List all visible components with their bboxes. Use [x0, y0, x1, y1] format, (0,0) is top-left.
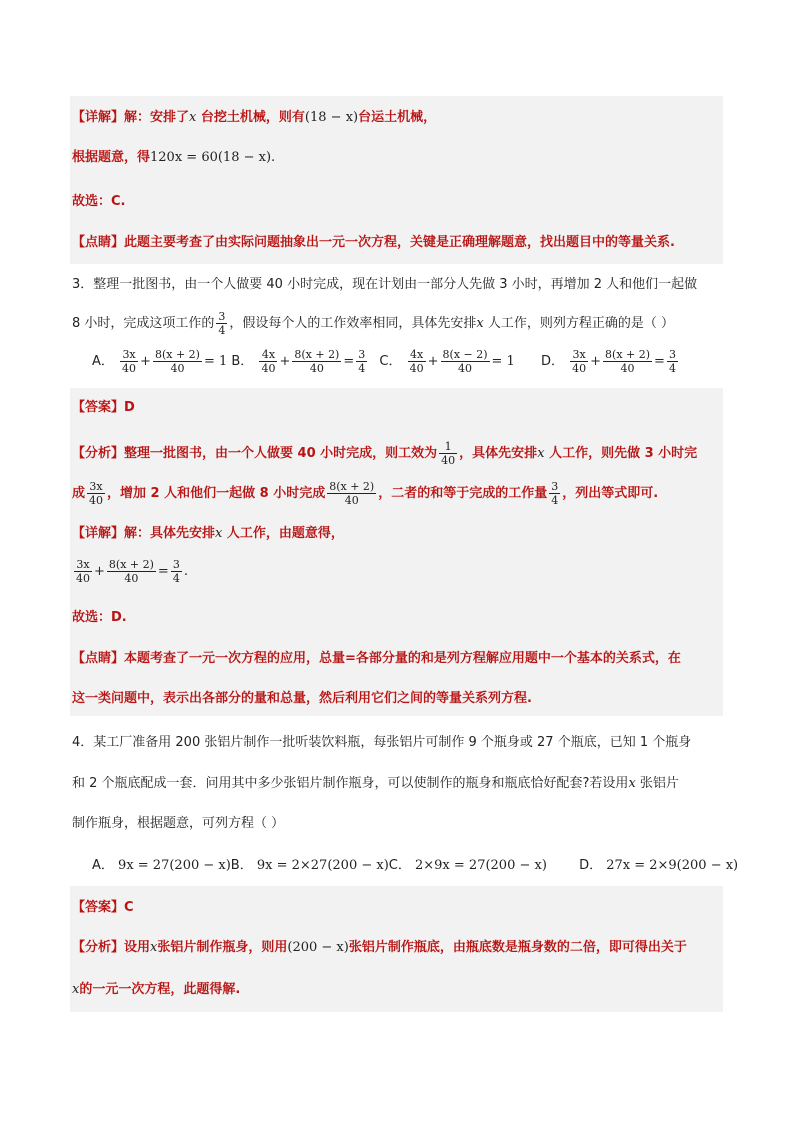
analysis-line1: 【分析】整理一批图书，由一个人做要 40 小时完成，则工效为 $\frac{1}{40}$ ，具体先安排x 人工作，则先做 3 小时完 — [72, 440, 698, 467]
stem-text: 人工作，则列方程正确的是（ ） — [487, 316, 675, 331]
solution-block-q3 — [70, 388, 723, 716]
q3-stem-line2 — [72, 310, 674, 337]
analysis-line2: x的一元一次方程，此题得解. — [72, 982, 241, 997]
analysis-line1: 【分析】设用x张铝片制作瓶身，则用(200 − x)张铝片制作瓶底，由瓶底数是瓶身数的二倍，即可得出关于 — [72, 940, 687, 955]
solution-block-q2 — [70, 96, 723, 264]
equation-line — [72, 148, 275, 168]
option-d[interactable]: D． $\frac{3x}{40}$ + $\frac{8(x + 2)}{40}$ = $\frac{3}{4}$ — [540, 348, 676, 375]
math-var: x — [476, 316, 484, 331]
math-equation: 120x = 60(18 − x) — [150, 150, 272, 165]
solution-block-q4 — [70, 886, 723, 1012]
detail-label: 【详解】 — [72, 526, 125, 541]
detail-text: 台挖土机械，则有 — [200, 110, 305, 125]
q4-stem-line2: 和 2 个瓶底配成一套．问用其中多少张铝片制作瓶身，可以使制作的瓶身和瓶底恰好配套?若设用x 张铝片 — [72, 776, 679, 791]
q4-stem-line3: 制作瓶身，根据题意，可列方程（ ） — [72, 816, 285, 831]
comment-text: 此题主要考查了由实际问题抽象出一元一次方程，关键是正确理解题意，找出题目中的等量关系. — [124, 235, 675, 250]
comment-line2: 这一类问题中，表示出各部分的量和总量，然后利用它们之间的等量关系列方程. — [72, 691, 532, 706]
comment-line — [72, 233, 675, 253]
math-expr: (18 − x) — [304, 110, 359, 125]
option-a[interactable]: A． 9x = 27(200 − x) — [92, 858, 231, 873]
option-c[interactable]: C． $\frac{4x}{40}$ + $\frac{8(x - 2)}{40}$ = 1 — [379, 348, 515, 375]
comment-label: 【点睛】 — [72, 651, 125, 666]
detail-line — [72, 108, 436, 128]
option-c[interactable]: C． 2×9x = 27(200 − x) — [388, 858, 547, 873]
q3-stem-line1: 3．整理一批图书，由一个人做要 40 小时完成，现在计划由一部分人先做 3 小时，再增加 2 人和他们一起做 — [72, 277, 698, 292]
detail-text: 解：安排了 — [124, 110, 190, 125]
q4-stem-line1: 4．某工厂准备用 200 张铝片制作一批听装饮料瓶，每张铝片可制作 9 个瓶身或 27 个瓶底，已知 1 个瓶身 — [72, 735, 692, 750]
analysis-label: 【分析】 — [72, 446, 125, 461]
q4-options — [92, 856, 738, 876]
choice-line: 故选：D. — [72, 610, 127, 625]
period: . — [271, 150, 276, 165]
analysis-line2: 成 $\frac{3x}{40}$ ，增加 2 人和他们一起做 8 小时完成 $\frac{8(x + 2)}{40}$ ，二者的和等于完成的工作量 $\frac{3}{4}$ ，列出等式即可. — [72, 480, 659, 507]
detail-label: 【详解】 — [72, 110, 125, 125]
detail-text: 台运土机械， — [358, 110, 437, 125]
option-b[interactable]: B． 9x = 2×27(200 − x) — [230, 858, 389, 873]
option-b[interactable]: B． $\frac{4x}{40}$ + $\frac{8(x + 2)}{40}$ = $\frac{3}{4}$ — [231, 348, 366, 375]
comment-line1: 【点睛】本题考查了一元一次方程的应用，总量=各部分量的和是列方程解应用题中一个基本的关系式，在 — [72, 651, 681, 666]
equation-line: $\frac{3x}{40}$ + $\frac{8(x + 2)}{40}$ = $\frac{3}{4}$ . — [76, 558, 188, 585]
answer-line: 【答案】D — [72, 400, 135, 415]
detail-text: 根据题意，得 — [72, 150, 151, 165]
stem-text: ，假设每个人的工作效率相同，具体先安排 — [229, 316, 477, 331]
comment-label: 【点睛】 — [72, 235, 125, 250]
stem-text: 8 小时，完成这项工作的 — [72, 316, 215, 331]
choice-line: 故选：C. — [72, 194, 126, 209]
option-a[interactable]: A． $\frac{3x}{40}$ + $\frac{8(x + 2)}{40}$ = 1 — [92, 348, 228, 375]
analysis-label: 【分析】 — [72, 940, 125, 955]
q3-options — [92, 348, 680, 375]
math-var: x — [189, 110, 197, 125]
detail-line: 【详解】解：具体先安排x 人工作，由题意得， — [72, 526, 344, 541]
answer-line: 【答案】C — [72, 900, 134, 915]
option-d[interactable]: D． 27x = 2×9(200 − x) — [579, 858, 739, 873]
fraction: $\frac{3}{4}$ — [218, 310, 226, 337]
